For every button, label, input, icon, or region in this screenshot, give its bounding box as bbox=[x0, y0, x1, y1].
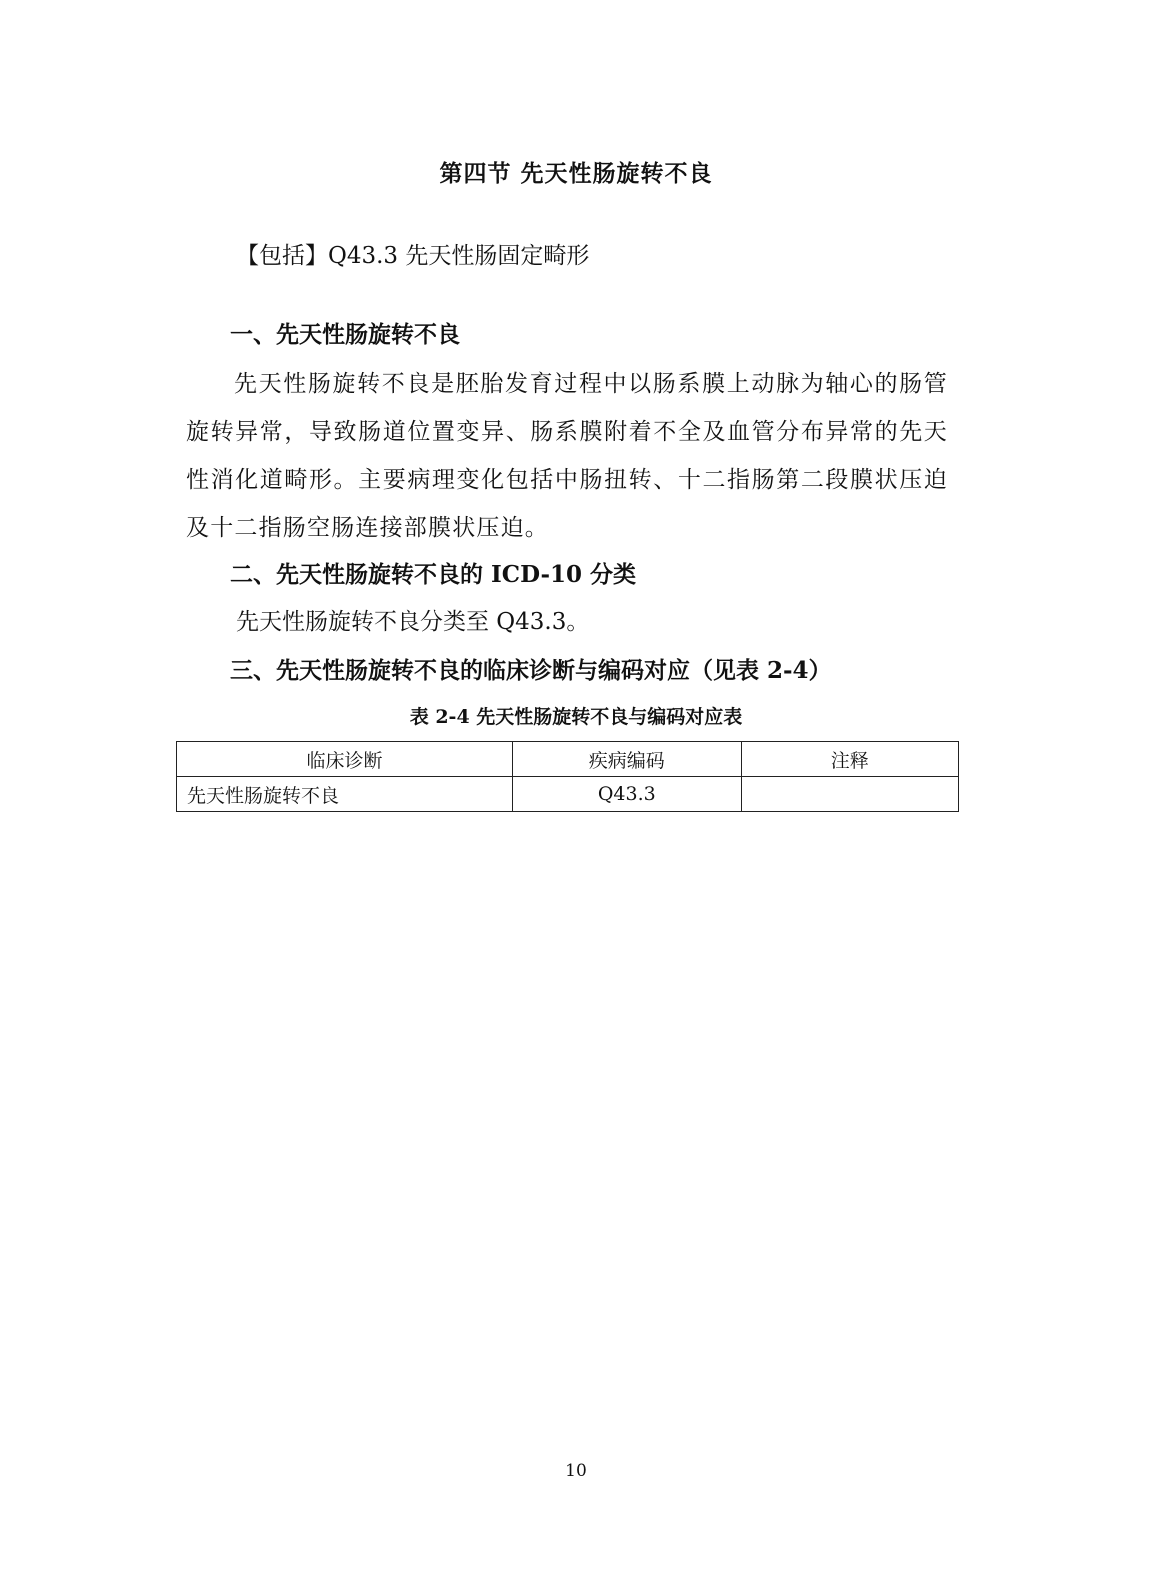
page-number: 10 bbox=[565, 1461, 587, 1481]
table-row bbox=[177, 777, 959, 812]
definition-paragraph: 先天性肠旋转不良是胚胎发育过程中以肠系膜上动脉为轴心的肠管旋转异常，导致肠道位置变异、肠系膜附着不全及血管分布异常的先天性消化道畸形。主要病理变化包括中肠扭转、十二指肠第二段膜状压迫及十二指肠空肠连接部膜状压迫。 bbox=[186, 371, 948, 541]
classification-line: 先天性肠旋转不良分类至 Q43.3。 bbox=[236, 609, 590, 635]
heading-2: 二、先天性肠旋转不良的 ICD-10 分类 bbox=[230, 561, 637, 588]
heading-3: 三、先天性肠旋转不良的临床诊断与编码对应（见表 2-4） bbox=[230, 657, 832, 684]
table-header-row bbox=[177, 742, 959, 777]
section-title: 第四节 先天性肠旋转不良 bbox=[439, 160, 713, 187]
cell-notes bbox=[741, 777, 958, 812]
table-caption: 表 2-4 先天性肠旋转不良与编码对应表 bbox=[409, 706, 743, 728]
include-line: 【包括】Q43.3 先天性肠固定畸形 bbox=[236, 243, 590, 269]
header-disease-code: 疾病编码 bbox=[513, 742, 742, 777]
header-clinical-diagnosis: 临床诊断 bbox=[177, 742, 513, 777]
cell-code: Q43.3 bbox=[513, 777, 742, 812]
header-notes: 注释 bbox=[741, 742, 958, 777]
diagnosis-code-table bbox=[176, 741, 959, 812]
heading-1: 一、先天性肠旋转不良 bbox=[230, 321, 460, 348]
cell-diagnosis: 先天性肠旋转不良 bbox=[177, 777, 513, 812]
